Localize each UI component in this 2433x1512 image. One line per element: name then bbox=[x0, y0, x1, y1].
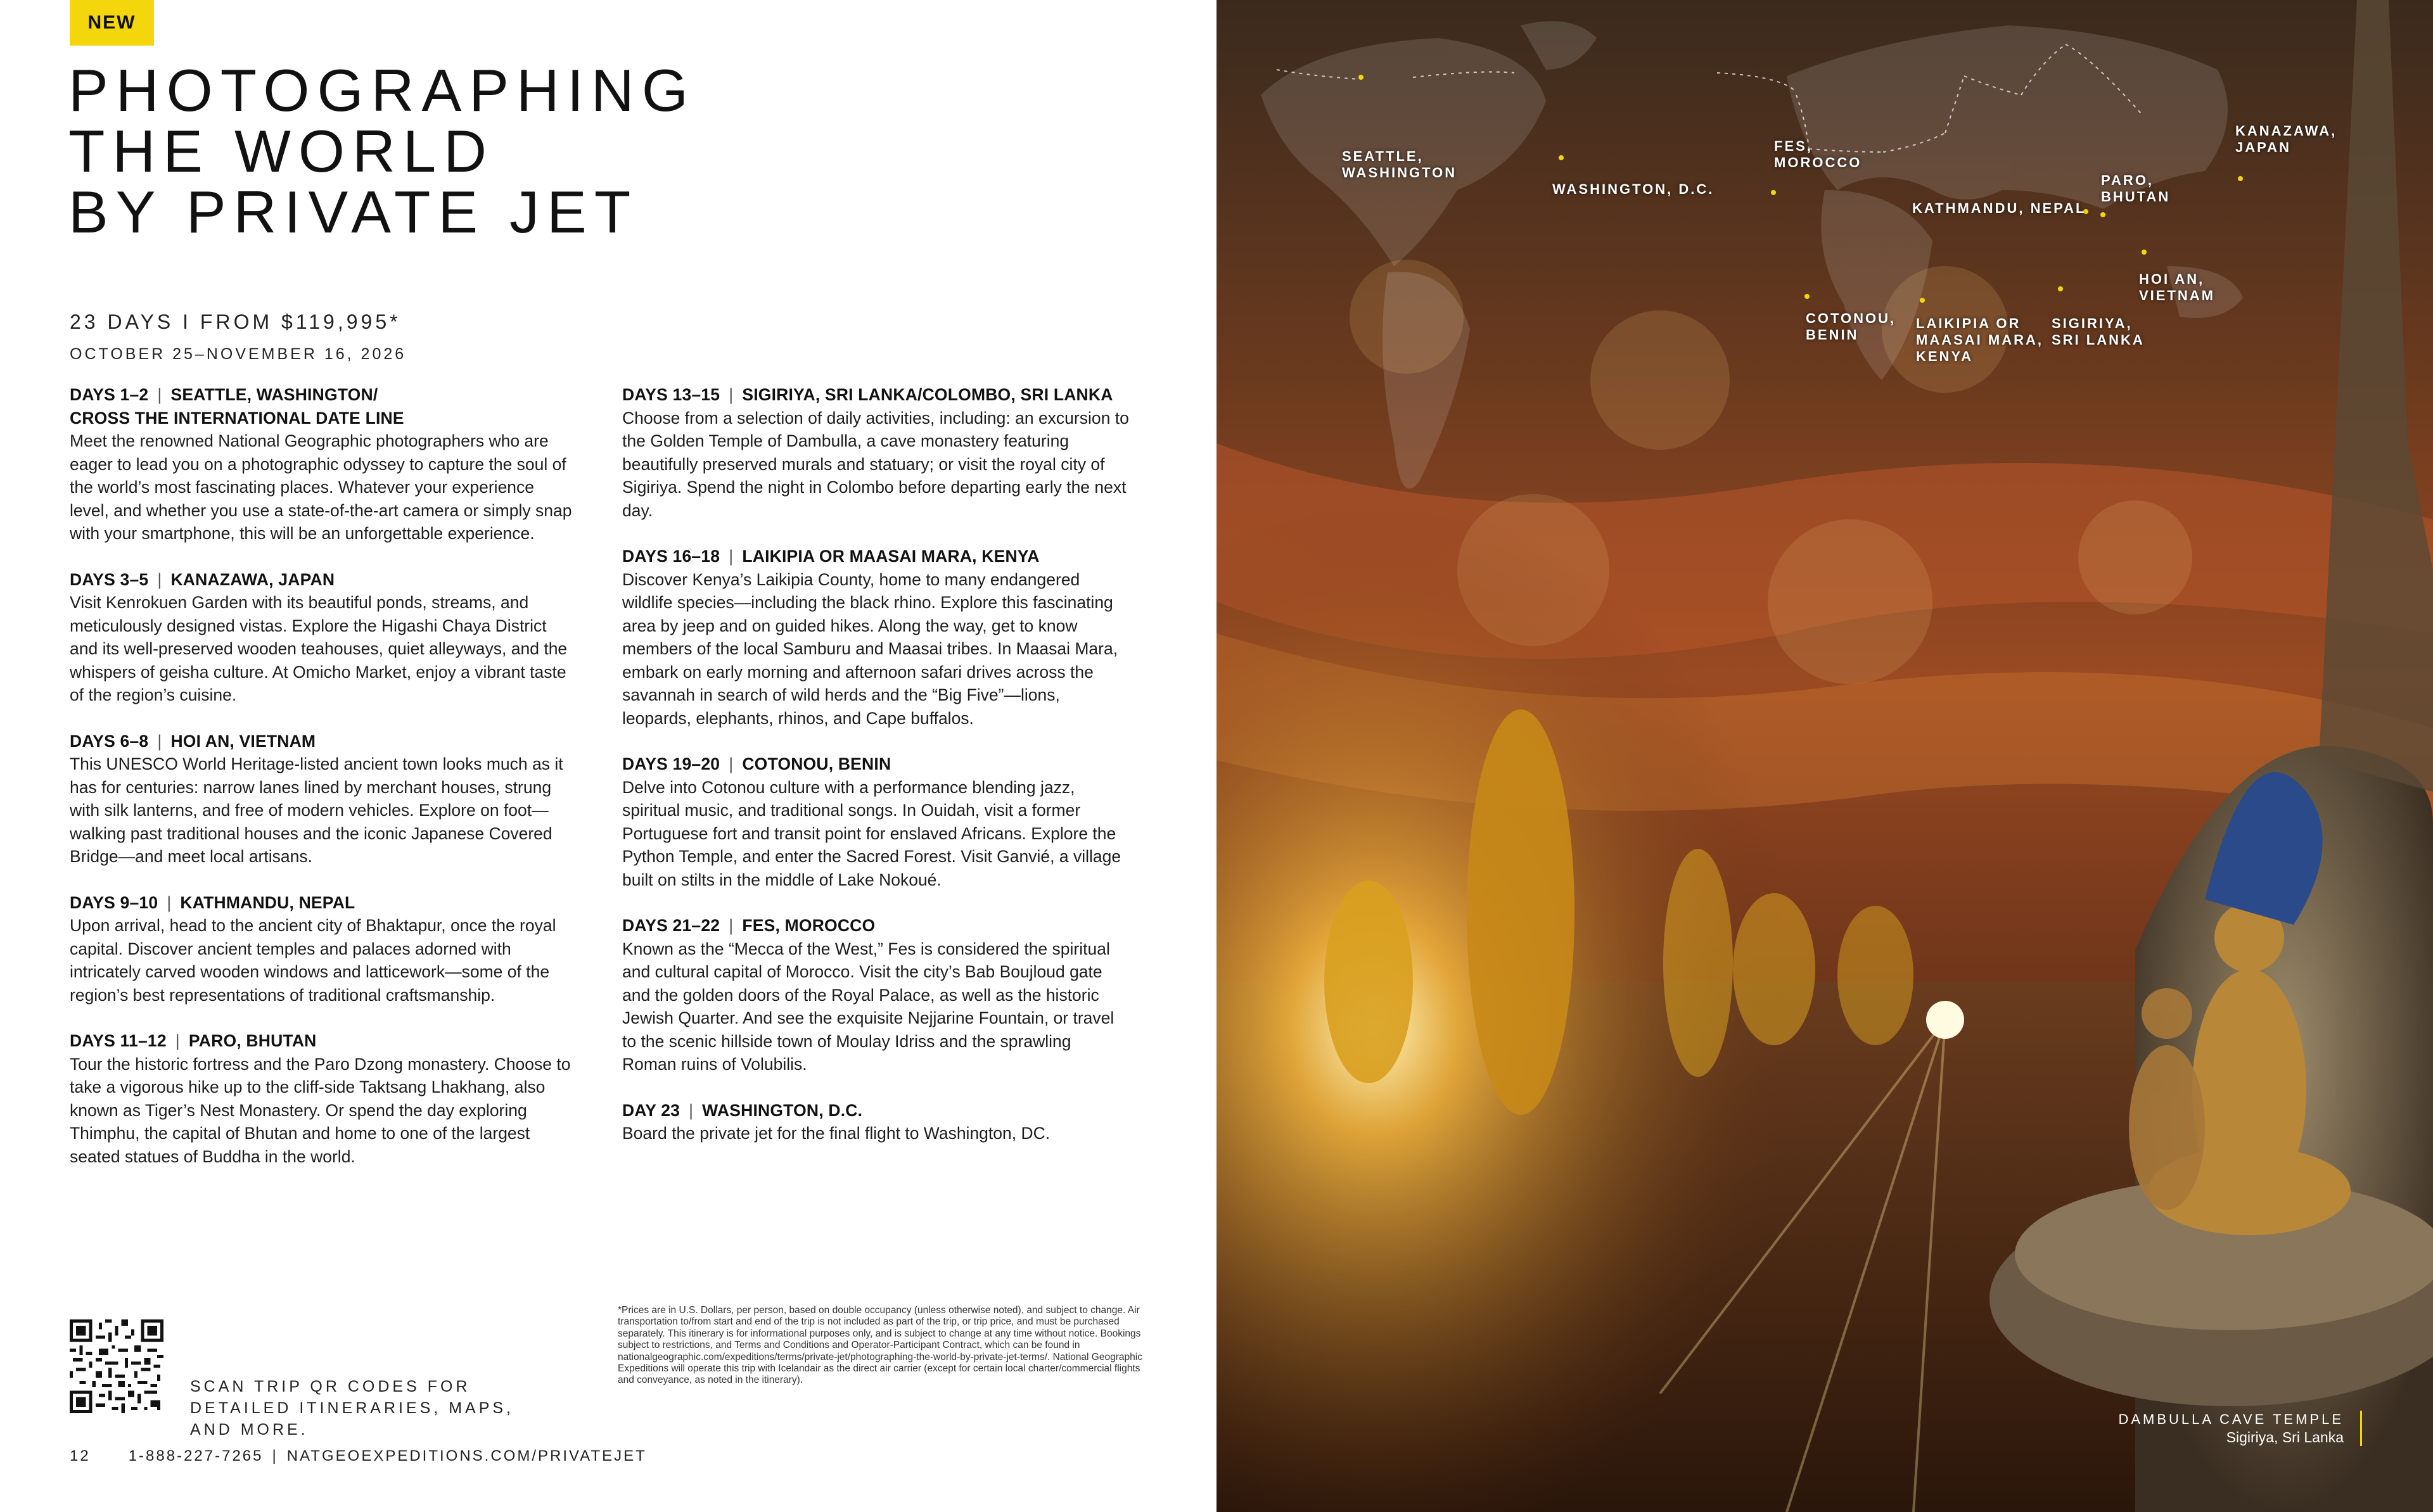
map-label-kanazawa: KANAZAWA, JAPAN bbox=[2235, 123, 2337, 155]
itinerary-day bbox=[622, 545, 1129, 730]
page-number: 12 bbox=[70, 1447, 91, 1464]
caption-location: Sigiriya, Sri Lanka bbox=[2226, 1429, 2344, 1445]
map-label-sigiriya: SIGIRIYA, SRI LANKA bbox=[2052, 315, 2145, 348]
day-place: SIGIRIYA, SRI LANKA/COLOMBO, SRI LANKA bbox=[742, 385, 1113, 404]
day-place: WASHINGTON, D.C. bbox=[702, 1100, 863, 1120]
map-label-paro: PARO, BHUTAN bbox=[2101, 172, 2171, 205]
map-dot-laikipia bbox=[1920, 298, 1925, 303]
cave-temple-photo bbox=[1216, 0, 2433, 1512]
map-label-hoian: HOI AN, VIETNAM bbox=[2139, 271, 2215, 303]
day-heading bbox=[70, 730, 577, 753]
day-range: DAY 23 bbox=[622, 1100, 680, 1120]
map-label-laikipia: LAIKIPIA OR MAASAI MARA, KENYA bbox=[1916, 315, 2043, 364]
itinerary-day bbox=[622, 914, 1129, 1076]
right-page bbox=[1216, 0, 2433, 1512]
day-description: Meet the renowned National Geographic photographers who are eager to lead you on a photographic odyssey to capture the soul of the world’s most fascinating places. Whatever your experience level, and whether you use a state-of-the-art camera or simply snap with your smartphone, this will be an unforgettable experience. bbox=[70, 431, 572, 543]
scan-qr-text: SCAN TRIP QR CODES FOR DETAILED ITINERARIES, MAPS, AND MORE. bbox=[190, 1378, 514, 1439]
separator: | bbox=[729, 916, 734, 935]
itinerary-column-2 bbox=[622, 383, 1129, 1168]
day-description: Visit Kenrokuen Garden with its beautiful ponds, streams, and meticulously designed vistas. Explore the Higashi Chaya District and its well-preserved wooden teahouses, quiet alleyways, and the whispers of geisha culture. At Omicho Market, enjoy a vibrant taste of the region’s cuisine. bbox=[70, 593, 568, 704]
day-description: Known as the “Mecca of the West,” Fes is considered the spiritual and cultural capital of Morocco. Visit the city’s Bab Boujloud gate and the golden doors of the Royal Palace, as well as the historic Jewish Quarter. And see the exquisite Nejjarine Fountain, or travel to the scenic hillside town of Moulay Idriss and the sprawling Roman ruins of Volubilis. bbox=[622, 939, 1114, 1074]
separator: | bbox=[272, 1447, 278, 1464]
separator: | bbox=[157, 385, 162, 404]
footer-url[interactable]: NATGEOEXPEDITIONS.COM/PRIVATEJET bbox=[286, 1447, 647, 1464]
itinerary-day bbox=[70, 730, 577, 868]
day-description: Tour the historic fortress and the Paro Dzong monastery. Choose to take a vigorous hike up to the cliff-side Taktsang Lhakhang, also known as Tiger’s Nest Monastery. Or spend the day exploring Thimphu, the capital of Bhutan and home to one of the largest seated statues of Buddha in the world. bbox=[70, 1054, 571, 1166]
day-description: Board the private jet for the final flight to Washington, DC. bbox=[622, 1124, 1050, 1143]
map-label-cotonou: COTONOU, BENIN bbox=[1806, 310, 1896, 343]
new-badge: NEW bbox=[70, 0, 154, 46]
title-line: BY PRIVATE JET bbox=[68, 179, 639, 245]
map-dot-paro bbox=[2100, 212, 2105, 217]
map-dot-cotonou bbox=[1804, 294, 1810, 299]
day-heading bbox=[70, 383, 577, 407]
day-place: PARO, BHUTAN bbox=[188, 1031, 317, 1050]
title-line: THE WORLD bbox=[68, 118, 494, 184]
day-range: DAYS 9–10 bbox=[70, 893, 158, 912]
itinerary-day bbox=[70, 383, 577, 545]
itinerary-day bbox=[70, 1029, 577, 1168]
day-heading bbox=[70, 1029, 577, 1053]
trip-dates: OCTOBER 25–NOVEMBER 16, 2026 bbox=[70, 345, 407, 363]
day-heading bbox=[622, 753, 1129, 776]
map-label-seattle: SEATTLE, WASHINGTON bbox=[1342, 148, 1457, 181]
itinerary-day bbox=[70, 568, 577, 707]
separator: | bbox=[175, 1031, 180, 1050]
page-footer bbox=[70, 1447, 647, 1465]
day-range: DAYS 16–18 bbox=[622, 547, 720, 566]
day-place: COTONOU, BENIN bbox=[742, 754, 891, 773]
separator: | bbox=[157, 569, 162, 589]
itinerary-day bbox=[622, 1099, 1129, 1145]
day-description: Choose from a selection of daily activities, including: an excursion to the Golden Temple of Dambulla, a cave monastery featuring beautifully preserved murals and statuary; or visit the royal city of Sigiriya. Spend the night in Colombo before departing early the next day. bbox=[622, 408, 1129, 520]
map-dot-sigiriya bbox=[2058, 286, 2063, 291]
day-heading bbox=[622, 383, 1129, 407]
map-dot-fes bbox=[1771, 190, 1776, 195]
footer-phone[interactable]: 1-888-227-7265 bbox=[128, 1447, 264, 1464]
day-range: DAYS 19–20 bbox=[622, 754, 720, 773]
page-title bbox=[68, 57, 892, 245]
day-heading bbox=[622, 914, 1129, 937]
map-dot-kanazawa bbox=[2238, 176, 2243, 181]
trip-duration-price: 23 DAYS I FROM $119,995* bbox=[70, 310, 401, 333]
day-range: DAYS 13–15 bbox=[622, 385, 720, 404]
map-dot-washington bbox=[1559, 155, 1564, 160]
itinerary-day bbox=[622, 383, 1129, 522]
itinerary-day bbox=[70, 891, 577, 1007]
map-dot-seattle bbox=[1358, 75, 1363, 80]
separator: | bbox=[729, 754, 734, 773]
day-place: HOI AN, VIETNAM bbox=[170, 731, 316, 751]
day-range: DAYS 1–2 bbox=[70, 385, 149, 404]
day-heading bbox=[70, 568, 577, 592]
day-place: LAIKIPIA OR MAASAI MARA, KENYA bbox=[742, 547, 1040, 566]
day-heading bbox=[70, 891, 577, 915]
day-place: KATHMANDU, NEPAL bbox=[180, 893, 355, 912]
day-heading-cont: CROSS THE INTERNATIONAL DATE LINE bbox=[70, 408, 404, 428]
title-line: PHOTOGRAPHING bbox=[68, 57, 696, 124]
day-range: DAYS 6–8 bbox=[70, 731, 149, 751]
separator: | bbox=[689, 1100, 694, 1120]
map-dot-hoian bbox=[2142, 250, 2147, 255]
day-description: This UNESCO World Heritage-listed ancient town looks much as it has for centuries: narrow lanes lined by merchant houses, strung with silk lanterns, and free of modern vehicles. Explore on foot—walking past traditional houses and the iconic Japanese Covered Bridge—and meet local artisans. bbox=[70, 754, 563, 866]
separator: | bbox=[729, 547, 734, 566]
day-range: DAYS 3–5 bbox=[70, 569, 149, 589]
day-description: Discover Kenya’s Laikipia County, home to many endangered wildlife species—including the black rhino. Explore this fascinating area by jeep and on guided hikes. Along the way, get to know members of the local Samburu and Maasai tribes. In Maasai Mara, embark on early morning and afternoon safari drives across the savannah in search of wild herds and the “Big Five”—lions, leopards, elephants, rhinos, and Cape buffalos. bbox=[622, 569, 1118, 728]
left-page bbox=[0, 0, 1216, 1512]
map-label-fes: FES, MOROCCO bbox=[1774, 138, 1862, 170]
map-label-kathmandu: KATHMANDU, NEPAL bbox=[1912, 200, 2086, 216]
day-place: FES, MOROCCO bbox=[742, 916, 876, 935]
fine-print-disclaimer: *Prices are in U.S. Dollars, per person, based on double occupancy (unless otherwise noted), and subject to change. Air transportation to/from start and end of the trip is not included as part of the trip, or trip price, and must be purchased separately. This itinerary is for informational purposes only, and is subject to change at any time without notice. Bookings subject to restrictions, and Terms and Conditions and Operator-Participant Contract, which can be found in nationalgeographic.com/expeditions/terms/private-jet/photographing-the-world-by-private-jet-terms/. National Geographic Expeditions will operate this trip with Icelandair as the direct air carrier (except for certain local charter/commercial flights and conveyance, as noted in the itinerary). bbox=[618, 1305, 1142, 1386]
separator: | bbox=[729, 385, 734, 404]
qr-code-icon[interactable] bbox=[70, 1319, 163, 1413]
photo-caption bbox=[2118, 1411, 2362, 1446]
day-place: SEATTLE, WASHINGTON/ bbox=[170, 385, 378, 404]
caption-title: DAMBULLA CAVE TEMPLE bbox=[2118, 1411, 2344, 1427]
day-range: DAYS 21–22 bbox=[622, 916, 720, 935]
day-description: Delve into Cotonou culture with a performance blending jazz, spiritual music, and traditional songs. In Ouidah, visit a former Portuguese fort and transit point for enslaved Africans. Explore the Python Temple, and enter the Sacred Forest. Visit Ganvié, a village built on stilts in the middle of Lake Nokoué. bbox=[622, 777, 1121, 889]
separator: | bbox=[167, 893, 172, 912]
day-heading bbox=[622, 1099, 1129, 1122]
day-heading bbox=[622, 545, 1129, 568]
map-label-washington: WASHINGTON, D.C. bbox=[1552, 181, 1715, 197]
day-range: DAYS 11–12 bbox=[70, 1031, 167, 1050]
itinerary-day bbox=[622, 753, 1129, 891]
day-place: KANAZAWA, JAPAN bbox=[170, 569, 335, 589]
itinerary-column-1 bbox=[70, 383, 577, 1191]
separator: | bbox=[157, 731, 162, 751]
day-description: Upon arrival, head to the ancient city of Bhaktapur, once the royal capital. Discover ancient temples and palaces adorned with intricately carved wooden windows and latticework—some of the region’s best representations of traditional craftsmanship. bbox=[70, 916, 556, 1005]
